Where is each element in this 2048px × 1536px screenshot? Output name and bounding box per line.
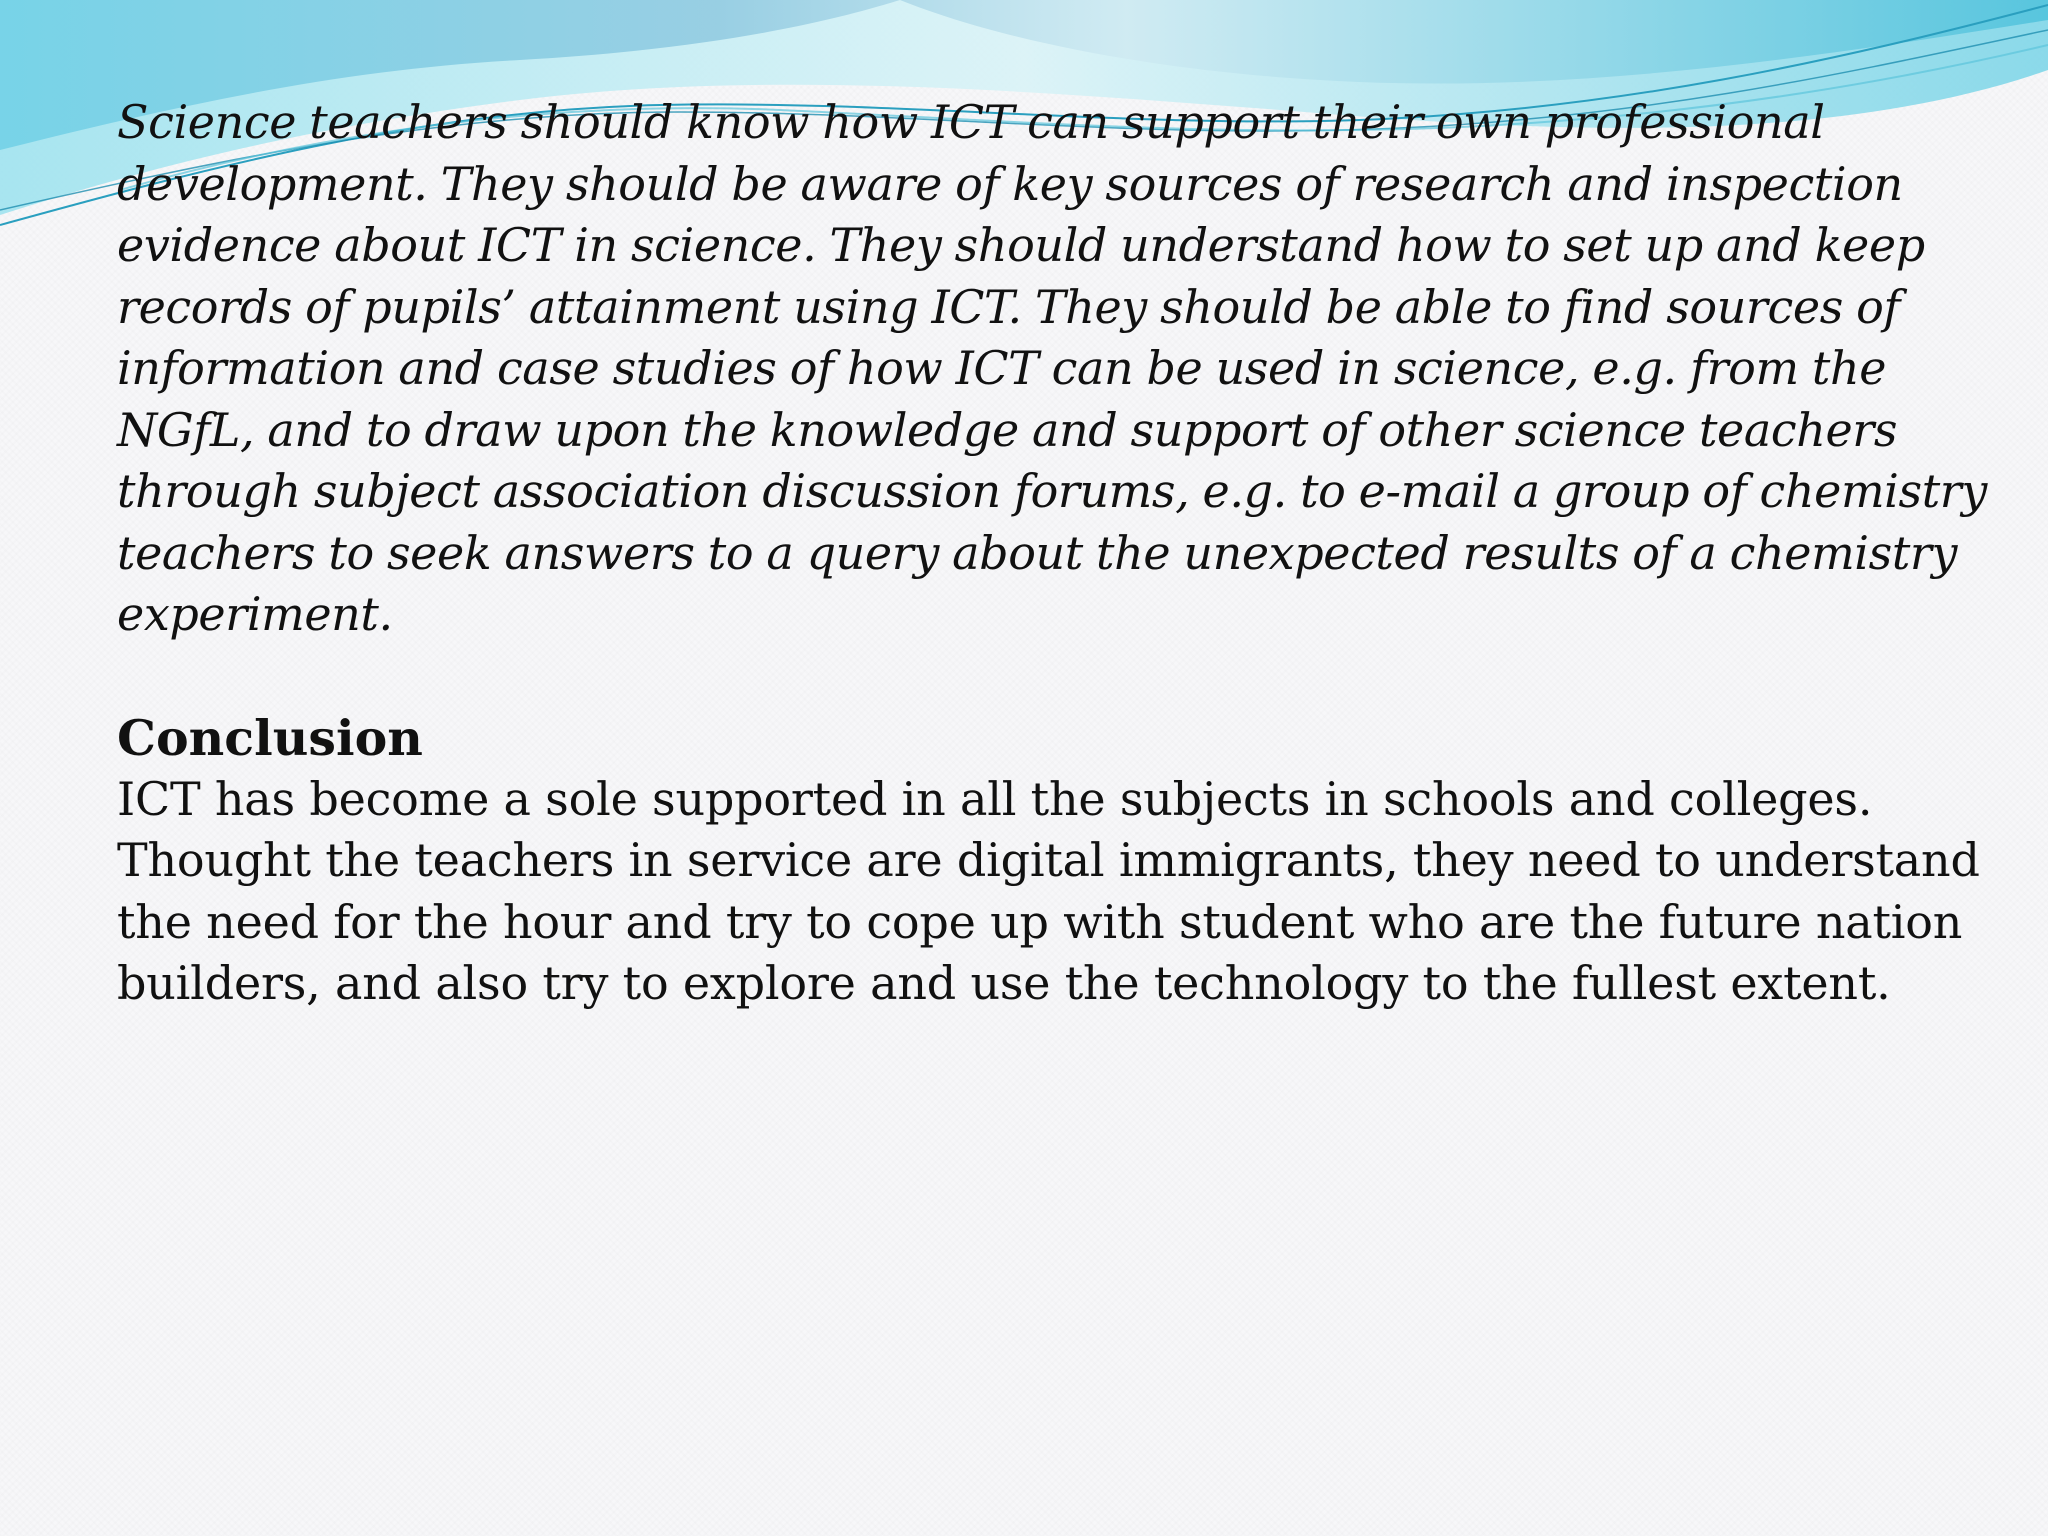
- paragraph-line: records of pupils’ attainment using ICT. They should be able to find sources of: [117, 279, 1901, 334]
- paragraph-line: Science teachers should know how ICT can support their own professional: [117, 95, 1825, 149]
- conclusion-heading: Conclusion: [117, 708, 423, 767]
- conclusion-line: ICT has become a sole supported in all the subjects in schools and colleges.: [117, 771, 1873, 826]
- conclusion-line: builders, and also try to explore and use the technology to the fullest extent.: [117, 956, 1891, 1010]
- paragraph-line: development. They should be aware of key sources of research and inspection: [117, 156, 1903, 211]
- slide-content: [117, 92, 1987, 1015]
- paragraph-line: information and case studies of how ICT can be used in science, e.g. from the: [117, 341, 1887, 395]
- conclusion-paragraph: [117, 769, 1980, 1015]
- paragraph-line: evidence about ICT in science. They should understand how to set up and keep: [117, 218, 1925, 272]
- paragraph-line: teachers to seek answers to a query about the unexpected results of a chemistry: [117, 525, 1958, 580]
- paragraph-line: through subject association discussion forums, e.g. to e-mail a group of chemistry: [117, 464, 1987, 518]
- paragraph-line: experiment.: [117, 587, 393, 641]
- conclusion-line: Thought the teachers in service are digital immigrants, they need to understand: [117, 833, 1980, 887]
- paragraph-line: NGfL, and to draw upon the knowledge and support of other science teachers: [117, 402, 1898, 457]
- conclusion-line: the need for the hour and try to cope up with student who are the future nation: [117, 894, 1963, 949]
- ict-professional-development-paragraph: [117, 92, 1987, 646]
